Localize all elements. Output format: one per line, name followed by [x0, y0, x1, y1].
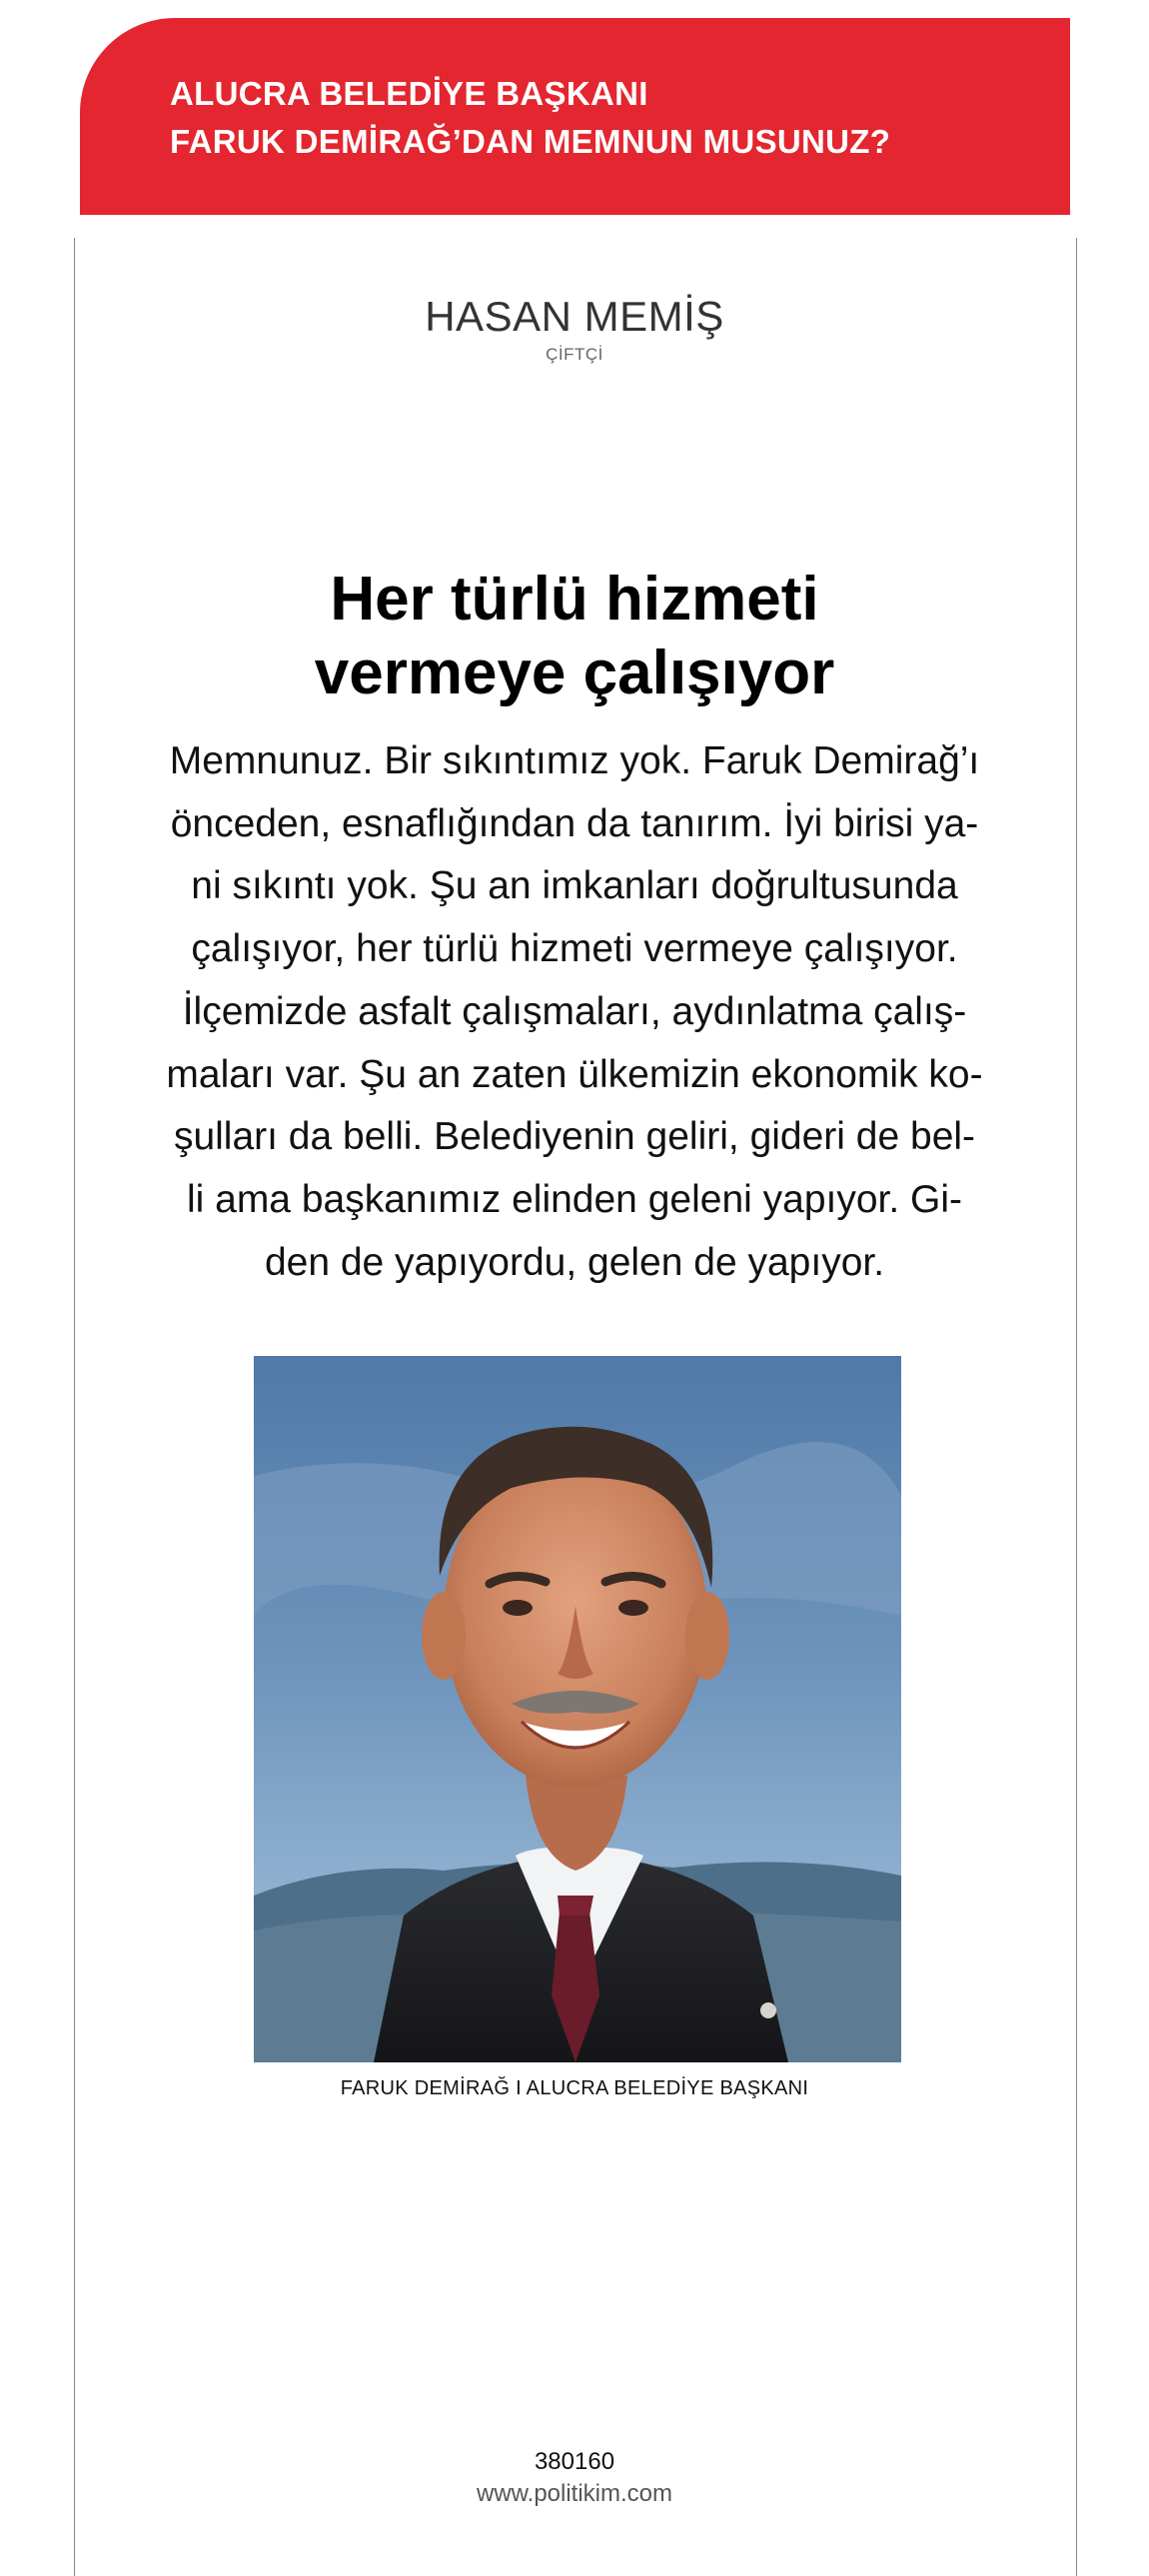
article-headline — [0, 563, 1149, 710]
header-title-line2: FARUK DEMİRAĞ’DAN MEMNUN MUSUNUZ? — [170, 123, 891, 160]
body-line: li ama başkanımız elinden geleni yapıyor. Gi- — [186, 1177, 963, 1221]
footer-code: 380160 — [534, 2448, 615, 2475]
body-line: şulları da belli. Belediyenin geliri, gideri de bel- — [173, 1115, 976, 1159]
header-title-line1: ALUCRA BELEDİYE BAŞKANI — [170, 75, 648, 112]
body-line: İlçemizde asfalt çalışmaları, aydınlatma çalış- — [182, 989, 967, 1033]
author-byline — [0, 294, 1149, 366]
headline-line: vermeye çalışıyor — [314, 639, 835, 707]
body-line: den de yapıyordu, gelen de yapıyor. — [264, 1240, 885, 1284]
body-line: maları var. Şu an zaten ülkemizin ekonomik ko- — [166, 1052, 983, 1096]
portrait-photo — [254, 1356, 901, 2062]
body-line: Memnunuz. Bir sıkıntımız yok. Faruk Demirağ’ı — [169, 739, 980, 782]
headline-line: Her türlü hizmeti — [330, 565, 819, 634]
article-body — [150, 730, 999, 1294]
body-line: ni sıkıntı yok. Şu an imkanları doğrultusunda — [191, 864, 958, 908]
body-line: önceden, esnaflığından da tanırım. İyi birisi ya- — [170, 801, 979, 845]
author-name: HASAN MEMİŞ — [425, 293, 724, 340]
footer-website-link[interactable]: www.politikim.com — [476, 2480, 673, 2507]
header-banner — [80, 18, 1070, 215]
author-role: ÇİFTÇİ — [546, 345, 603, 364]
page-footer — [0, 2447, 1149, 2509]
photo-caption: FARUK DEMİRAĞ I ALUCRA BELEDİYE BAŞKANI — [340, 2077, 809, 2099]
body-line: çalışıyor, her türlü hizmeti vermeye çalışıyor. — [191, 927, 958, 971]
